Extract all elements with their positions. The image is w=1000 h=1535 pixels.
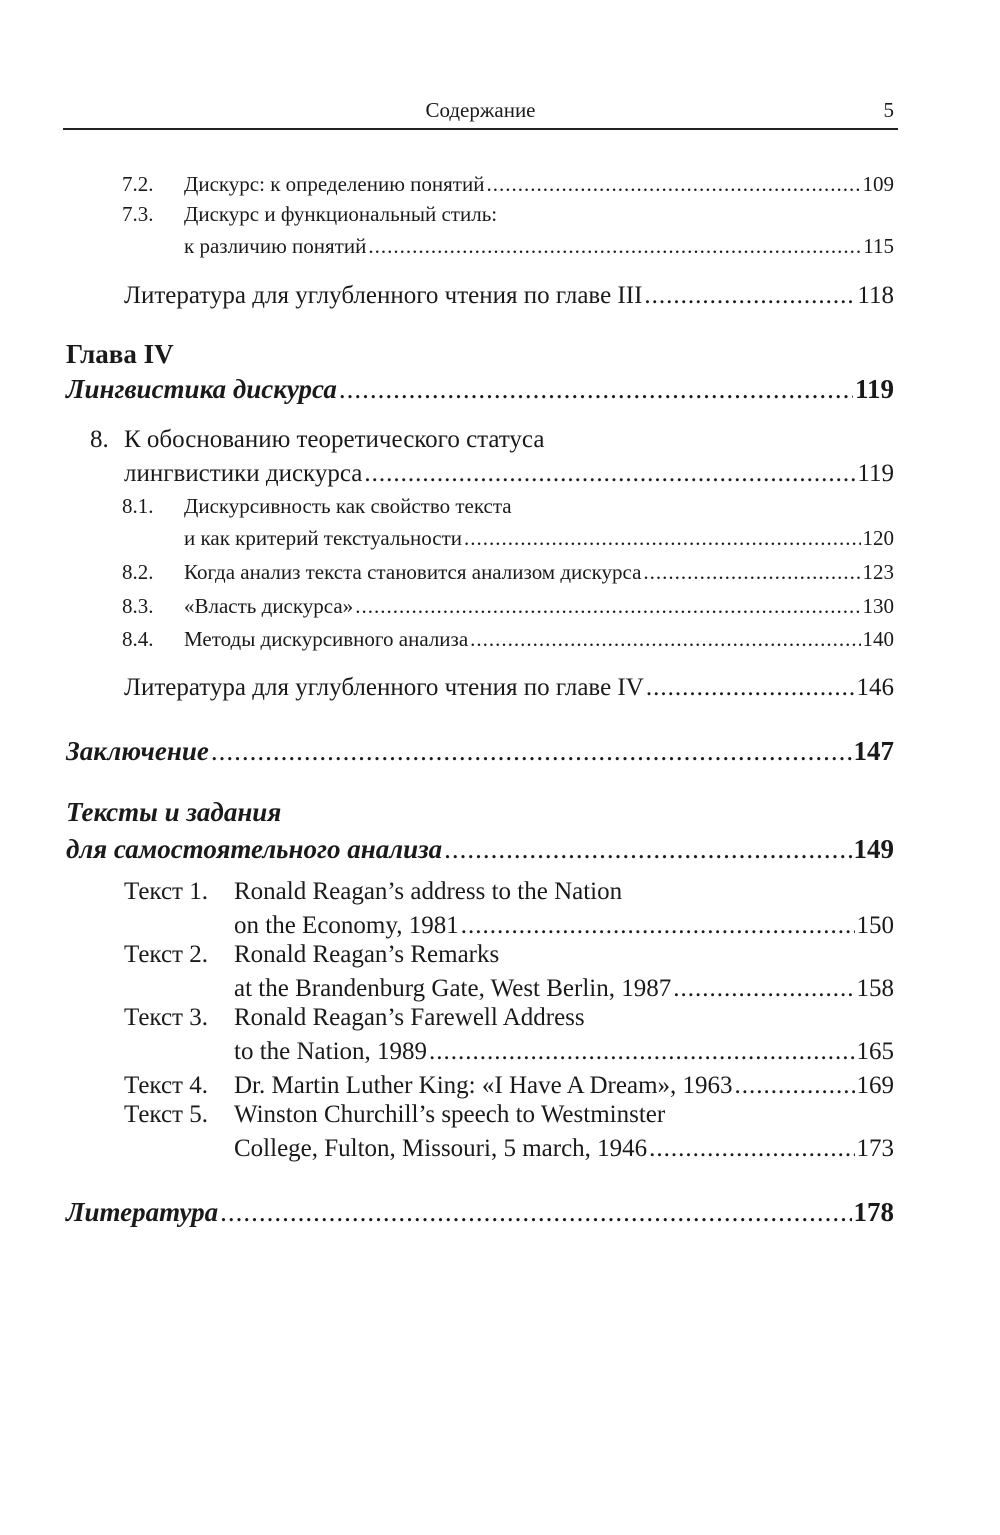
entry-title: Литература для углубленного чтения по главе IV xyxy=(124,674,644,701)
toc-entry-text-1-line1[interactable] xyxy=(124,876,622,908)
running-header xyxy=(63,98,898,130)
entry-title: К обоснованию теоретического статуса xyxy=(124,426,545,453)
entry-page: 140 xyxy=(862,627,894,651)
entry-page: 109 xyxy=(862,172,894,196)
toc-entry-text-2-line1[interactable] xyxy=(124,939,499,971)
entry-title: Заключение xyxy=(66,736,209,766)
toc-entry-text-1[interactable] xyxy=(234,906,894,942)
toc-entry-7-3[interactable] xyxy=(184,228,894,260)
entry-title: Методы дискурсивного анализа xyxy=(184,627,469,651)
leader-dots xyxy=(470,625,860,653)
entry-title: Литература xyxy=(66,1197,219,1227)
entry-number: 8.2. xyxy=(122,560,154,584)
entry-page: 165 xyxy=(856,1038,894,1065)
toc-entry-8-line1[interactable] xyxy=(90,424,544,456)
entry-page: 169 xyxy=(856,1072,894,1099)
leader-dots xyxy=(444,832,851,866)
toc-entry-texts[interactable] xyxy=(66,828,894,866)
toc-entry-conclusion[interactable] xyxy=(66,730,894,768)
entry-page: 119 xyxy=(857,460,894,487)
entry-number: Текст 1. xyxy=(124,878,208,905)
entry-title: Winston Churchill’s speech to Westminster xyxy=(234,1101,666,1128)
entry-title-continued: at the Brandenburg Gate, West Berlin, 1987 xyxy=(234,975,672,1002)
entry-title: Ronald Reagan’s Remarks xyxy=(234,941,500,968)
entry-page: 120 xyxy=(862,526,894,550)
leader-dots xyxy=(673,973,854,1005)
leader-dots xyxy=(220,1195,851,1229)
entry-page: 150 xyxy=(856,912,894,939)
chapter-label: Глава IV xyxy=(66,339,174,369)
entry-page: 119 xyxy=(854,374,894,404)
entry-title: Литература для углубленного чтения по главе III xyxy=(124,282,643,309)
leader-dots xyxy=(646,672,855,704)
entry-title: Дискурсивность как свойство текста xyxy=(184,494,512,518)
toc-entry-8-2[interactable] xyxy=(122,554,894,586)
entry-number: Текст 5. xyxy=(124,1101,208,1128)
toc-entry-text-3-line1[interactable] xyxy=(124,1002,585,1034)
entry-page: 146 xyxy=(856,674,894,701)
entry-title: Dr. Martin Luther King: «I Have A Dream», 1963 xyxy=(234,1072,733,1099)
leader-dots xyxy=(211,734,852,768)
entry-title-continued: и как критерий текстуальности xyxy=(184,526,462,550)
entry-number: 7.3. xyxy=(122,202,154,226)
toc-entry-text-2[interactable] xyxy=(234,969,894,1005)
toc-entry-text-5[interactable] xyxy=(234,1129,894,1165)
toc-entry-texts-line1[interactable]: Тексты и задания xyxy=(66,797,282,827)
leader-dots xyxy=(461,910,855,942)
entry-page: 123 xyxy=(862,560,894,584)
entry-page: 118 xyxy=(857,282,894,309)
entry-number: 8.4. xyxy=(122,627,154,651)
leader-dots xyxy=(643,558,860,586)
entry-title-continued: лингвистики дискурса xyxy=(124,460,363,487)
leader-dots xyxy=(355,592,860,620)
entry-page: 130 xyxy=(862,594,894,618)
toc-entry-chapter-4[interactable] xyxy=(66,368,894,406)
entry-number: Текст 3. xyxy=(124,1004,208,1031)
entry-title: Дискурс: к определению понятий xyxy=(184,172,485,196)
entry-page: 147 xyxy=(853,736,894,766)
entry-title: Когда анализ текста становится анализом дискурса xyxy=(184,560,642,584)
toc-entry-text-3[interactable] xyxy=(234,1032,894,1068)
leader-dots xyxy=(649,1133,854,1165)
leader-dots xyxy=(486,170,860,198)
entry-title: Ronald Reagan’s address to the Nation xyxy=(234,878,623,905)
toc-entry-8-3[interactable] xyxy=(122,588,894,620)
entry-number: 7.2. xyxy=(122,172,154,196)
entry-title-continued: для самостоятельного анализа xyxy=(66,834,443,864)
entry-number: Текст 2. xyxy=(124,941,208,968)
entry-title-continued: to the Nation, 1989 xyxy=(234,1038,428,1065)
entry-number: Текст 4. xyxy=(124,1072,208,1099)
entry-title-continued: College, Fulton, Missouri, 5 march, 1946 xyxy=(234,1135,648,1162)
entry-title-continued: к различию понятий xyxy=(184,234,367,258)
leader-dots xyxy=(339,372,853,406)
entry-title-continued: on the Economy, 1981 xyxy=(234,912,459,939)
leader-dots xyxy=(464,524,861,552)
entry-number: 8.3. xyxy=(122,594,154,618)
entry-number: 8. xyxy=(90,426,109,453)
toc-entry-8-1-line1[interactable] xyxy=(122,492,512,520)
toc-entry-text-5-line1[interactable] xyxy=(124,1099,665,1131)
entry-title: Дискурс и функциональный стиль: xyxy=(184,202,498,226)
entry-page: 173 xyxy=(856,1135,894,1162)
page-number: 5 xyxy=(883,98,894,122)
entry-title: «Власть дискурса» xyxy=(184,594,354,618)
toc-entry-8-1[interactable] xyxy=(184,520,894,552)
entry-number: 8.1. xyxy=(122,494,154,518)
leader-dots xyxy=(735,1070,855,1102)
toc-entry-literature-4[interactable] xyxy=(124,668,894,704)
toc-entry-7-2[interactable] xyxy=(122,166,894,198)
toc-entry-text-4[interactable] xyxy=(124,1066,894,1102)
toc-entry-literature-3[interactable] xyxy=(124,276,894,312)
entry-title: Лингвистика дискурса xyxy=(66,374,337,404)
running-title: Содержание xyxy=(425,98,536,122)
leader-dots xyxy=(364,458,855,490)
entry-page: 115 xyxy=(863,234,894,258)
toc-entry-8[interactable] xyxy=(124,454,894,490)
leader-dots xyxy=(429,1036,854,1068)
toc-entry-8-4[interactable] xyxy=(122,621,894,653)
entry-page: 149 xyxy=(853,834,894,864)
toc-entry-7-3-line1[interactable] xyxy=(122,200,497,228)
toc-entry-literature[interactable] xyxy=(66,1191,894,1229)
entry-page: 178 xyxy=(853,1197,894,1227)
leader-dots xyxy=(368,232,861,260)
leader-dots xyxy=(644,280,855,312)
entry-title: Ronald Reagan’s Farewell Address xyxy=(234,1004,585,1031)
entry-page: 158 xyxy=(856,975,894,1002)
